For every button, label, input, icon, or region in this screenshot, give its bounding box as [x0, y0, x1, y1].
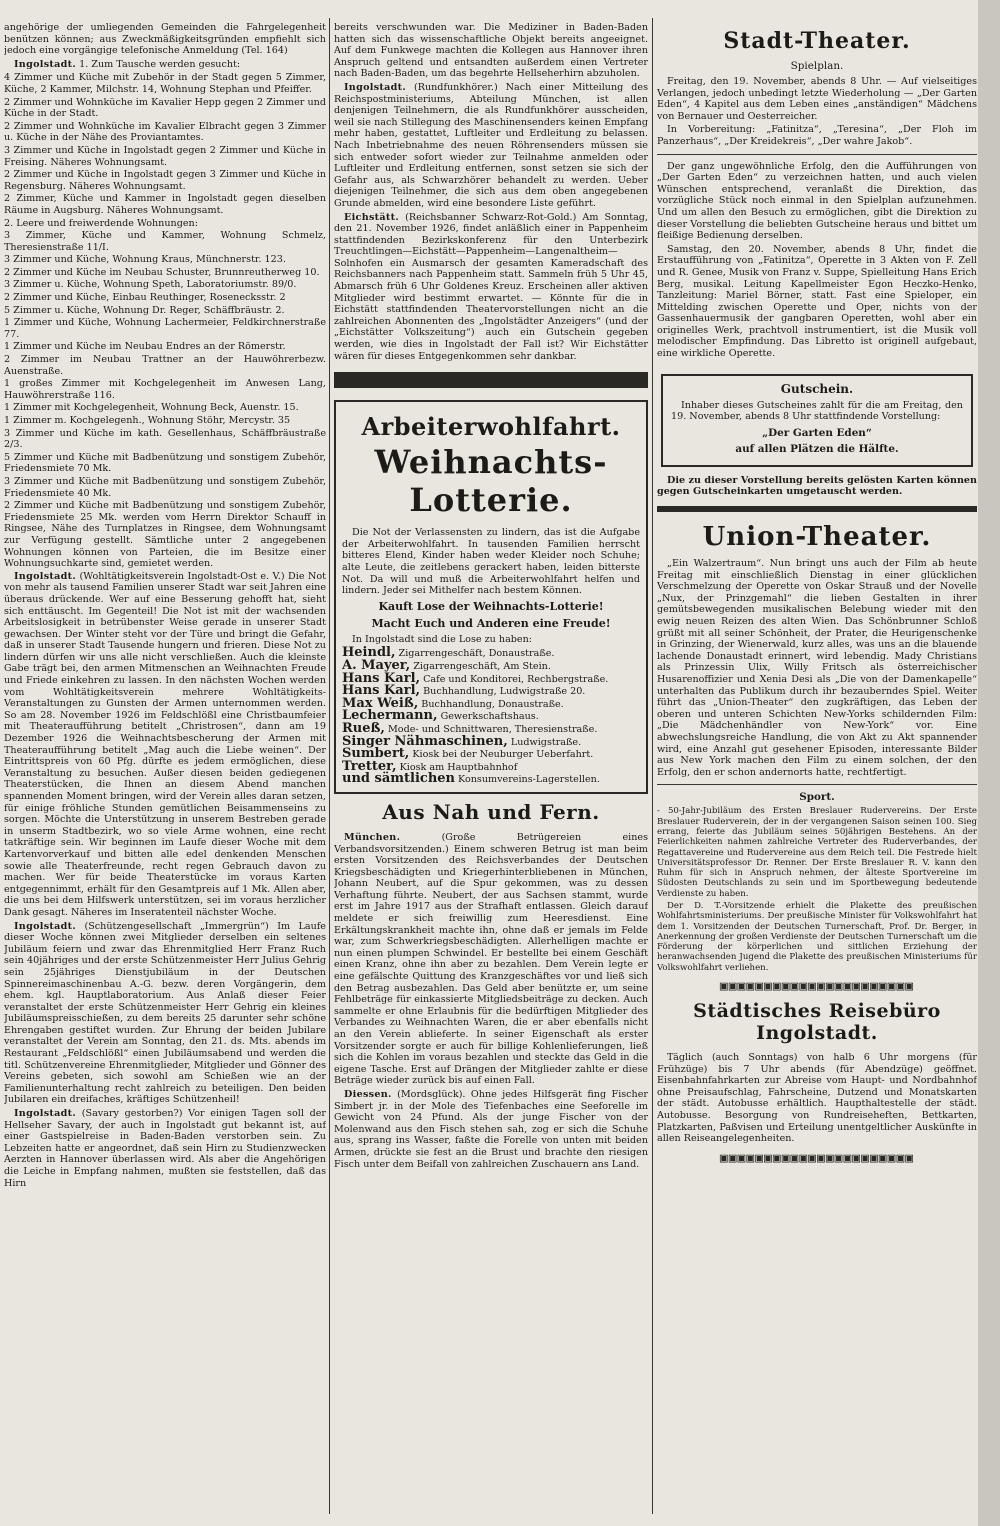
- voucher-discount: auf allen Plätzen die Hälfte.: [735, 442, 899, 455]
- tausch-city: Ingolstadt.: [14, 58, 77, 70]
- muenchen-city: München.: [344, 831, 401, 843]
- savary-article: [4, 1108, 326, 1189]
- seller-detail: Cafe und Konditorei, Rechbergstraße.: [420, 673, 609, 685]
- advert-callout: Kauft Lose der Weihnachts-Lotterie!: [378, 599, 604, 613]
- seller-name: Max Weiß,: [342, 695, 419, 711]
- housing-list: [4, 72, 326, 569]
- seller-name: Lechermann,: [342, 708, 438, 724]
- housing-entry: 3 Zimmer und Küche im kath. Gesellenhaus, Schäffbräustraße 2/3.: [4, 427, 326, 451]
- housing-entry: 2 Zimmer und Küche im Neubau Schuster, Brunnreutherweg 10.: [4, 266, 320, 278]
- column-rule: [652, 18, 653, 1514]
- wohltat-city: Ingolstadt.: [14, 570, 77, 582]
- ornament-border: ▣▣▣▣▣▣▣▣▣▣▣▣▣▣▣▣▣▣▣▣▣▣: [719, 1150, 915, 1166]
- schuetzen-article: [4, 921, 326, 1107]
- column-left: [4, 22, 326, 1512]
- savary-city: Ingolstadt.: [14, 1108, 77, 1120]
- advert-subtitle: Weihnachts-Lotterie.: [374, 443, 608, 520]
- friday-program: Freitag, den 19. November, abends 8 Uhr. — Auf vielseitiges Verlangen, jedoch unbedingt letzte Wiederholung — „Der Garten Eden“, 4 Kapitel aus dem Leben eines „anständigen“ Mädchens von Bernauer und Oesterreicher.: [657, 76, 977, 122]
- rundfunk-city: Ingolstadt.: [344, 81, 407, 93]
- dark-rule: [334, 372, 648, 388]
- voucher-box: [661, 374, 973, 467]
- seller-name: Hans Karl,: [342, 670, 421, 686]
- tausch-lead: 1. Zum Tausche werden gesucht:: [76, 58, 241, 70]
- column-right: [657, 22, 977, 1512]
- diessen-city: Diessen.: [344, 1088, 392, 1100]
- housing-entry: 2 Zimmer, Küche und Kammer in Ingolstadt gegen dieselben Räume in Augsburg. Näheres Wohnungsamt.: [4, 193, 326, 216]
- housing-entry: 3 Zimmer und Küche mit Badbenützung und sonstigem Zubehör, Friedensmiete 40 Mk.: [4, 475, 326, 499]
- sport-item: - 50-Jahr-Jubiläum des Ersten Breslauer Rudervereins. Der Erste Breslauer Ruderverein, der in der vergangenen Saison seinen 100. Sieg errang, feierte das Jubiläum seines 50jährigen Bestehens. An der Feierlichkeiten nahmen zahlreiche Vertreter des Ruderverbandes, der Regattavereine und Rudervereine aus dem Reich teil. Die Festrede hielt Universitätsprofessor Dr. Renner. Der Erste Breslauer R. V. kann den Ruhm für sich in Anspruch nehmen, der älteste Sportvereine im Südosten Deutschlands zu sein und im Sportbewegung bedeutende Verdienste zu haben.: [657, 806, 977, 899]
- housing-entry: 1 Zimmer mit Kochgelegenheit, Wohnung Beck, Auenstr. 15.: [4, 402, 299, 414]
- muenchen-article: [334, 832, 648, 1087]
- voucher-note: Die zu dieser Vorstellung bereits gelösten Karten können gegen Gutscheinkarten umgetauscht werden.: [657, 474, 977, 498]
- seller-name: und sämtlichen: [342, 771, 455, 787]
- housing-entry: 2 Zimmer und Küche, Einbau Reuthinger, Rosenecksstr. 2: [4, 292, 286, 304]
- schuetzen-city: Ingolstadt.: [14, 920, 77, 932]
- rundfunk-article: [334, 82, 648, 210]
- seller-name: Hans Karl,: [342, 683, 421, 699]
- divider: [657, 154, 977, 155]
- savary-continued: bereits verschwunden war. Die Mediziner in Baden-Baden hatten sich das wissenschaftliche Objekt bereits angeeignet. Auf dem Funkwege machten die Kollegen aus Hannover ihren Anspruch geltend und entsandten außerdem einen Vertreter nach Baden-Baden, um das begehrte Hellseherhirn abzuholen.: [334, 22, 648, 80]
- housing-entry: 2. Leere und freiwerdende Wohnungen:: [4, 217, 198, 229]
- muenchen-body: (Große Betrügereien eines Verbandsvorsitzenden.) Einem schweren Betrug ist man beim ersten Vorsitzenden des Reichsverbandes der Deutschen Kriegsbeschädigten und Kriegerhinterbliebenen in München, Johann Neubert, auf die Spur gekommen, was zu dessen Verhaftung führte. Neubert, der aus Sachsen stammt, wurde erst im Jahre 1917 aus der Strafhaft entlassen. Gleich darauf meldete er sich freiwillig zum Heeresdienst. Eine Erkältungskrankheit machte ihn, ohne daß er jemals im Felde war, zum Schwerkriegsbeschädigten. Allerhelligen machte er nun einen plumpen Schwindel. Er bestellte bei einem Geschäft einen Kranz, ohne ihn aber zu bezahlen. Dem Verein legte er eine gefälschte Quittung des Kranzgeschäftes vor und ließ sich den Betrag ausbezahlen. Das Geld aber benützte er, um seine Fehlbeträge für einkassierte Mitgliedsbeiträge zu decken. Auch sammelte er ohne Erlaubnis für die bedürftigen Mitglieder des Verbandes zu Weihnachten Waren, die er aber ebenfalls nicht an den Verein ablieferte. In seiner Eigenschaft als erster Vorsitzender sorgte er auch für billige Kohlenlieferungen, ließ sich die Kohlen im voraus bezahlen und steckte das Geld in die eigene Tasche. Erst auf Drängen der Mitglieder zahlte er diese Beträge wieder zurück bis auf einen Fall.: [334, 831, 648, 1087]
- seller-detail: Buchhandlung, Donaustraße.: [418, 698, 564, 710]
- eichstaett-article: [334, 212, 648, 363]
- housing-entry: 2 Zimmer im Neubau Trattner an der Hauwöhrerbezw. Auenstraße.: [4, 354, 326, 377]
- page-edge: [978, 0, 1000, 1526]
- seller-name: Heindl,: [342, 645, 396, 661]
- housing-entry: 1 Zimmer und Küche, Wohnung Lachermeier, Feldkirchnerstraße 77.: [4, 317, 326, 340]
- housing-entry: 4 Zimmer und Küche mit Zubehör in der Stadt gegen 5 Zimmer, Küche, 2 Kammer, Milchstr. 14, Wohnung Stephan und Pfeiffer.: [4, 72, 326, 95]
- seller-name: Singer Nähmaschinen,: [342, 733, 508, 749]
- seller-name: Sumbert,: [342, 746, 410, 762]
- housing-entry: 2 Zimmer und Wohnküche im Kavalier Elbracht gegen 3 Zimmer u. Küche in der Nähe des Proviantamtes.: [4, 120, 326, 144]
- seller-list: [342, 647, 640, 786]
- seller-detail: Buchhandlung, Ludwigstraße 20.: [420, 686, 586, 698]
- advert-title: Arbeiterwohlfahrt.: [361, 412, 621, 442]
- housing-entry: 1 Zimmer m. Kochgelegenh., Wohnung Stöhr, Mercystr. 35: [4, 415, 291, 426]
- eichstaett-city: Eichstätt.: [344, 211, 400, 223]
- housing-entry: 2 Zimmer und Küche in Ingolstadt gegen 3 Zimmer und Küche in Regensburg. Näheres Wohnungsamt.: [4, 169, 326, 192]
- intro-paragraph: angehörige der umliegenden Gemeinden die Fahrgelegenheit benützen können; aus Zweckmäßigkeitsgründen empfiehlt sich jedoch eine vorgängige telefonische Anmeldung (Tel. 164): [4, 22, 326, 57]
- sport-title: Sport.: [799, 791, 835, 804]
- voucher-play: „Der Garten Eden“: [762, 426, 872, 439]
- column-middle: [334, 22, 648, 1512]
- housing-entry: 3 Zimmer, Küche und Kammer, Wohnung Schmelz, Theresienstraße 11/I.: [4, 230, 326, 253]
- diessen-article: [334, 1089, 648, 1170]
- spielplan-label: Spielplan.: [790, 60, 844, 72]
- schuetzen-body: (Schützengesellschaft „Immergrün“) Im Laufe dieser Woche können zwei Mitglieder derselben ein seltenes Jubiläum feiern und zwar das Ehrenmitglied Herr Franz Ruch sein 40jähriges und der erste Schützenmeister Herr Julius Gehrig sein 25jähriges Dienstjubiläum in der Deutschen Spinnereimaschinenbau A.-G. bezw. deren Vorgängerin, dem ehem. kgl. Hauptlaboratorium. Aus Anlaß dieser Feier veranstaltet der erste Schützenmeister Herr Gehrig ein kleines Jubiläumspreisschießen, zu dem bereits 25 darunter sehr schöne Ehrengaben gestiftet wurden. Zur Ehrung der beiden Jubilare veranstaltet der Verein am Sonntag, den 21. ds. Mts. abends im Restaurant „Feldschlößl“ einen Jubiläumsabend und werden die titl. Schützenvereine Ehrenmitglieder, Mitglieder und Gönner des Vereins gebeten, sich sowohl am Schießen wie an der Familienunterhaltung recht zahlreich zu beteiligen. Den beiden Jubilaren ein dreifaches, kräftiges Schützenheil!: [4, 920, 326, 1106]
- voucher-text: Inhaber dieses Gutscheines zahlt für die am Freitag, den 19. November, abends 8 Uhr stattfindende Vorstellung:: [671, 399, 963, 423]
- seller-name: Rueß,: [342, 720, 385, 736]
- advert-where: In Ingolstadt sind die Lose zu haben:: [352, 633, 533, 645]
- housing-entry: 1 Zimmer und Küche im Neubau Endres an der Römerstr.: [4, 341, 286, 353]
- voucher-title: Gutschein.: [780, 381, 854, 396]
- housing-entry: 2 Zimmer und Küche mit Badbenützung und sonstigem Zubehör, Friedensmiete 25 Mk. werden vom Herrn Direktor Schauff in Ringsee, Nähe des Turnplatzes in Ringsee, dem Wohnungsamt zur Verfügung gestellt. Sämtliche unter 2 angegebenen Wohnungen können von Parteien, die im Besitze einer Wohnungsuchkarte sind, gemietet werden.: [4, 500, 326, 570]
- seller-detail: Mode- und Schnittwaren, Theresienstraße.: [384, 723, 598, 735]
- seller-detail: Zigarrengeschäft, Donaustraße.: [395, 648, 555, 660]
- housing-entry: 1 großes Zimmer mit Kochgelegenheit im Anwesen Lang, Hauwöhrerstraße 116.: [4, 378, 326, 401]
- eichstaett-body: (Reichsbanner Schwarz-Rot-Gold.) Am Sonntag, den 21. November 1926, findet anläßlich einer in Pappenheim stattfindenden Bezirkskonferenz für den Unterbezirk Treuchtlingen—Eichstätt—Pappenheim—Langenaltheim—Solnhofen ein Ausmarsch der gesamten Kameradschaft des Reichsbanners nach Pappenheim statt. Sammeln früh 5 Uhr 45, Abmarsch früh 6 Uhr Goldenes Kreuz. Erscheinen aller aktiven Mitglieder wird bestimmt erwartet. — Könnte für die in Eichstätt stattfindenden Theatervorstellungen nicht an die zahlreichen Abonnenten des „Ingolstädter Anzeigers“ (und der „Eichstätter Volkszeitung“) auch ein Gutschein gegeben werden, wie dies in Ingolstadt der Fall ist? Wir Eichstätter wären für dieses Entgegenkommen sehr dankbar.: [334, 211, 648, 362]
- ornament-border: ▣▣▣▣▣▣▣▣▣▣▣▣▣▣▣▣▣▣▣▣▣▣: [719, 979, 915, 995]
- sport-item: Der D. T.-Vorsitzende erhielt die Plakette des preußischen Wohlfahrtsministeriums. Der preußische Minister für Volkswohlfahrt hat dem 1. Vorsitzenden der Deutschen Turnerschaft, Prof. Dr. Berger, in Anerkennung der großen Verdienste der Deutschen Turnerschaft um die Förderung der körperlichen und sittlichen Erziehung der heranwachsenden Jugend die Plakette des preußischen Ministeriums für Volkswohlfahrt verliehen.: [657, 900, 977, 973]
- union-theater-title: Union-Theater.: [702, 522, 932, 553]
- housing-entry: 2 Zimmer und Wohnküche im Kavalier Hepp gegen 2 Zimmer und Küche in der Stadt.: [4, 96, 326, 120]
- upcoming-program: In Vorbereitung: „Fatinitza“, „Teresina“, „Der Floh im Panzerhaus“, „Der Kreidekreis“, „Der wahre Jakob“.: [657, 124, 977, 147]
- rundfunk-body: (Rundfunkhörer.) Nach einer Mitteilung des Reichspostministeriums, Abteilung München, ist allen denjenigen Teilnehmern, die als Rundfunkhörer ausscheiden, weil sie nach Stillegung des Maschinensenders keinen Empfang mehr haben, gestattet, Luftleiter und Erdleitung zu belassen. Nach Inbetriebnahme des neuen Röhrensenders müssen sie sich entweder sofort wieder zur Teilnahme anmelden oder Luftleiter und Erdleitung entfernen, sonst setzen sie sich der Gefahr aus, als Schwarzhörer behandelt zu werden. Ueber diejenigen Teilnehmer, die sich aus dem oben angegebenen Grunde abmelden, wird eine besondere Liste geführt.: [334, 81, 648, 209]
- seller-detail: Kiosk bei der Neuburger Ueberfahrt.: [409, 749, 594, 761]
- stadt-theater-title: Stadt-Theater.: [723, 28, 911, 54]
- tausch-heading: [4, 59, 326, 71]
- housing-entry: 5 Zimmer u. Küche, Wohnung Dr. Reger, Schäffbräustr. 2.: [4, 304, 285, 316]
- housing-entry: 3 Zimmer und Küche, Wohnung Kraus, Münchnerstr. 123.: [4, 254, 286, 266]
- column-rule: [329, 18, 330, 1514]
- sport-news: [657, 806, 977, 973]
- housing-entry: 3 Zimmer und Küche in Ingolstadt gegen 2 Zimmer und Küche in Freising. Näheres Wohnungsamt.: [4, 144, 326, 168]
- advert-text: Die Not der Verlassensten zu lindern, das ist die Aufgabe der Arbeiterwohlfahrt. In tausenden Familien herrscht bitteres Elend, Kinder haben weder Kleider noch Schuhe; alte Leute, die zeitlebens gerackert haben, leiden bitterste Not. Da will und muß die Arbeiterwohlfahrt helfen und lindern. Jeder sei Mithelfer nach bestem Können.: [342, 527, 640, 597]
- union-program: „Ein Walzertraum“. Nun bringt uns auch der Film ab heute Freitag mit einschließlich Dienstag in einer glücklichen Verschmelzung der Operette von Oskar Strauß und der Novelle „Nux, der Prinzgemahl“ die lieben Gestalten in ihrer gemütsbewegenden musikalischen Belebung wieder mit den ewig neuen Reizen des alten Wien. Das Schönbrunner Schloß grüßt mit all seiner Schönheit, der Prater, die Heurigenschenke in Grinzing, der Wienerwald, kurz alles, was uns an die blauende lachende Donaustadt erinnert, wird lebendig. Mady Christians als Prinzessin Ulix, Willy Fritsch als österreichischer Husarenoffizier und Xenia Desi als „Die von der Damenkapelle“ unterhalten das Publikum durch ihr bezauberndes Spiel. Weiter führt das „Union-Theater“ den zugkräftigen, das Leben der oberen und unteren Schichten New-Yorks schildernden Film: „Die Mädchenhändler von New-York“ vor. Eine abwechslungsreiche Handlung, die von Akt zu Akt spannender wird, eine Anzahl gut gesehener Episoden, interessante Bilder aus New York machen den Film zu einem solchen, der den Erfolg, den er schon andernorts hatte, rechtfertigt.: [657, 558, 977, 778]
- advert-callout: Macht Euch und Anderen eine Freude!: [371, 616, 611, 630]
- divider: [657, 784, 977, 785]
- section-title: Aus Nah und Fern.: [382, 799, 600, 824]
- lottery-advert: [334, 400, 648, 794]
- seller-detail: Gewerkschaftshaus.: [437, 711, 539, 723]
- travel-office-title: Städtisches Reisebüro Ingolstadt.: [693, 1000, 941, 1045]
- seller-detail: Kiosk am Hauptbahnhof: [396, 761, 518, 773]
- seller-detail: Konsumvereins-Lagerstellen.: [455, 774, 600, 786]
- seller-name: Tretter,: [342, 758, 397, 774]
- seller-detail: Ludwigstraße.: [507, 736, 582, 748]
- saturday-program: Samstag, den 20. November, abends 8 Uhr, findet die Erstaufführung von „Fatinitza“, Operette in 3 Akten von F. Zell und R. Genee, Musik von Franz v. Suppe, Spielleitung Hans Erich Berg, musikal. Leitung Kapellmeister Egon Heczko-Henko, Tanzleitung: Mariel Börner, statt. Fast eine Spieloper, ein Mittelding zwischen Operette und Oper, nichts von der Gassenhauermusik der gangbaren Operetten, wohl aber ein originelles Werk, prachtvoll instrumentiert, ist die Musik voll melodischer Empfindung. Das Libretto ist originell aufgebaut, eine wirkliche Operette.: [657, 243, 977, 360]
- dark-rule: [657, 506, 977, 512]
- wohltat-body: (Wohltätigkeitsverein Ingolstadt-Ost e. V.) Die Not von mehr als tausend Familien unserer Stadt war seit Jahren eine überaus drückende. Wer auf eine Besserung gehofft hat, sieht sich enttäuscht. Im Gegenteil! Die Not ist mit der wachsenden Arbeitslosigkeit in betrübenster Weise gerade in unserer Stadt gewachsen. Der Winter steht vor der Türe und bringt die Gefahr, daß in unserer Stadt Tausende hungern und frieren. Diese Not zu lindern dürfen wir uns alle nicht verschließen. Auch die kleinste Gabe trägt bei, den armen Mitmenschen an Weihnachten Freude und Friede einkehren zu lassen. In den nächsten Wochen werden vom Wohltätigkeitsverein mehrere Wohltätigkeits-Veranstaltungen zu Gunsten der Armen unternommen werden. So am 28. November 1926 im Feldschlößl eine Christbaumfeier mit Theateraufführung betitelt „Christrosen“, dann am 19 Dezember 1926 die Weihnachtsbescherung der Armen mit Theateraufführung betitelt „Mag auch die Liebe weinen“. Der Eintrittspreis von 60 Pfg. dürfte es jedem ermöglichen, diese Veranstaltung zu besuchen. Außer diesen beiden gediegenen Theaterstücken, die Ihnen an diesem Abend manchen spannenden Moment bringen, wird der Verein alles daran setzen, für einige fröhliche Stunden gemütlichen Beisammenseins zu sorgen. Möchte die Unterstützung in unserem Bestreben gerade in unserm Stadtbezirk, wo so viele Arme wohnen, eine recht tatkräftige sein. Wir beginnen im Laufe dieser Woche mit dem Kartenvorverkauf und bitten alle edel denkenden Menschen sowie alle Theaterfreunde, recht regen Gebrauch davon zu machen. Wer für beide Theaterstücke im voraus Karten entgegennimmt, erhält für den Gesamtpreis auf 1 Mk. Allen aber, die uns bei dem Hilfswerk unterstützen, sei im voraus herzlicher Dank gesagt. Näheres im Inseratenteil nächster Woche.: [4, 570, 326, 918]
- seller-entry: [342, 773, 640, 786]
- seller-entry: [342, 710, 640, 723]
- savary-body: (Savary gestorben?) Vor einigen Tagen soll der Hellseher Savary, der auch in Ingolstadt gut bekannt ist, auf einer Gastspielreise in Baden-Baden verstorben sein. Zu Lebzeiten hatte er angeordnet, daß sein Hirn zu Studienzwecken Aerzten in Hannover überlassen wird. Als aber die Angehörigen die Leiche in Empfang nahmen, mußten sie feststellen, daß das Hirn: [4, 1108, 326, 1189]
- travel-office-text: Täglich (auch Sonntags) von halb 6 Uhr morgens (für Frühzüge) bis 7 Uhr abends (für Abendzüge) geöffnet. Eisenbahnfahrkarten zur Abreise vom Haupt- und Nordbahnhof ohne Preisaufschlag, Fahrscheine, Dutzend und Monatskarten der städt. Autobusse erhältlich. Haupthaltestelle der städt. Autobusse. Besorgung von Rundreiseheften, Bettkarten, Platzkarten, Paßvisen und Erteilung unentgeltlicher Auskünfte in allen Reiseangelegenheiten.: [657, 1052, 977, 1145]
- diessen-body: (Mordsglück). Ohne jedes Hilfsgerät fing Fischer Simbert jr. in der Mole des Tiefenbaches eine Seeforelle im Gewicht von 24 Pfund. Als der junge Fischer von der Molenwand aus den Fisch stehen sah, zog er sich die Schuhe aus, sprang ins Wasser, faßte die Forelle von unten mit beiden Armen, drückte sie fest an die Brust und brachte den riesigen Fisch unter dem Beifall von zahlreichen Zuschauern ans Land.: [334, 1088, 648, 1170]
- housing-entry: 3 Zimmer u. Küche, Wohnung Speth, Laboratoriumstr. 89/0.: [4, 279, 297, 291]
- housing-entry: 5 Zimmer und Küche mit Badbenützung und sonstigem Zubehör, Friedensmiete 70 Mk.: [4, 451, 326, 475]
- seller-name: A. Mayer,: [342, 657, 411, 673]
- wohltat-article: [4, 571, 326, 919]
- seller-detail: Zigarrengeschäft, Am Stein.: [410, 660, 551, 672]
- success-note: Der ganz ungewöhnliche Erfolg, den die Aufführungen von „Der Garten Eden“ zu verzeichnen hatten, und auch vielen Wünschen entsprechend, veranlaßt die Direktion, das vorzügliche Stück noch einmal in den Spielplan aufzunehmen. Und um allen den Besuch zu ermöglichen, gibt die Direktion zu dieser Vorstellung die beliebten Gutscheine heraus und bittet um fleißige Bedienung derselben.: [657, 160, 977, 242]
